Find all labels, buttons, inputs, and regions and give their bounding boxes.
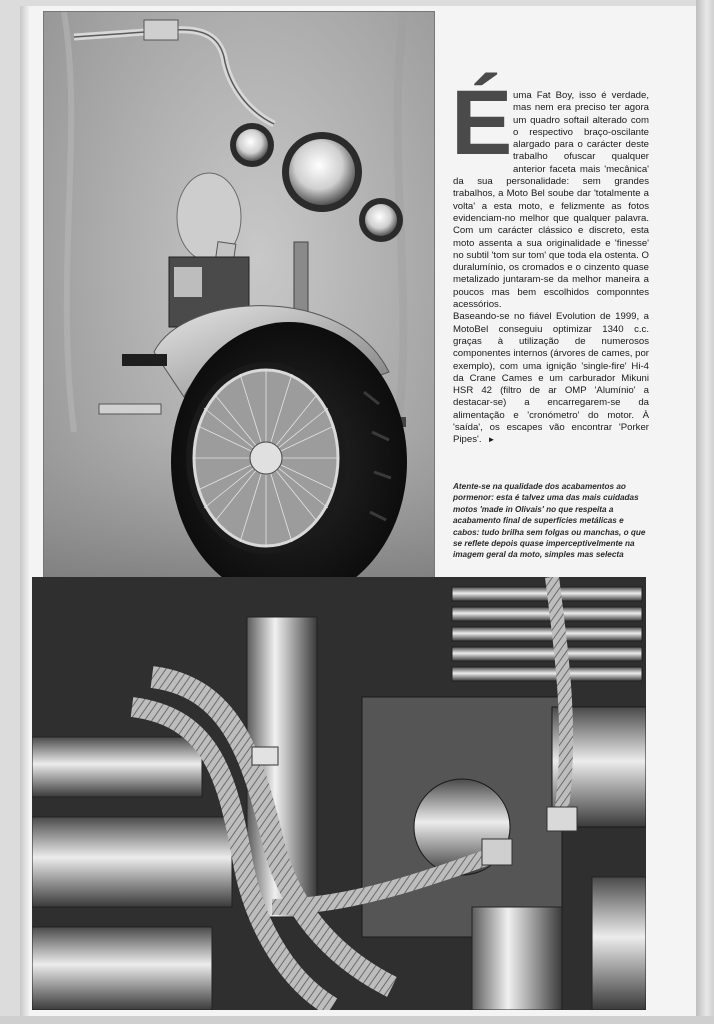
drop-cap-letter: É: [451, 72, 513, 174]
article-body: [451, 72, 649, 447]
article-paragraph-2: [453, 311, 649, 446]
drop-cap: [451, 72, 513, 174]
page-bottom-edge: [0, 1016, 714, 1024]
article-paragraph-2-text: Baseando-se no fiável Evolution de 1999, a MotoBel conseguiu optimizar 1340 c.c. graças à utilização de numerosos componentes internos (árvores de cames, por exemplo), com uma ignição 'single-fire' Hi-4 da Crane Cames e um carburador Mikuni HSR 42 (filtro de ar OMP 'Alumínio' a destacar-se) a encarregarem-se da alimentação e 'cronómetro' do motor. À 'saída', os escapes vão encontrar 'Porker Pipes'.: [453, 311, 649, 446]
photo-caption: Atente-se na qualidade dos acabamentos ao pormenor: esta é talvez uma das mais cuidadas motos 'made in Olivais' no que respeita a acabamento final de superfícies metálicas e cabos: tudo brilha sem folgas ou manchas, o que se reflete depois quase imperceptivelmente na imagem geral da moto, simples mas selecta: [453, 482, 646, 560]
motorcycle-illustration: [44, 12, 435, 629]
article-paragraph-1: uma Fat Boy, isso é verdade, mas nem era preciso ter agora um quadro softail alterado com o respectivo braço-oscilante alargado para o carácter deste trabalho ofuscar qualquer anterior faceta mais 'mecânica' da sua personalidade: sem grandes trabalhos, a Moto Bel soube dar 'totalmente a volta' a esta moto, e felizmente as fotos evidenciam-no melhor que qualquer palavra. Com um carácter clássico e discreto, esta moto assenta a sua originalidade e 'finesse' no subtil 'tom sur tom' que toda ela ostenta. O duralumínio, os cromados e o cinzento quase metalizado juntaram-se da melhor maneira a poucos mas bem escolhidos componntes acessórios.: [453, 90, 649, 311]
engine-detail-photo: [32, 577, 646, 1010]
page-edge: [696, 0, 714, 1024]
continue-arrow-icon: ►: [487, 435, 496, 445]
page-gutter-shadow: [20, 6, 30, 1016]
engine-detail-illustration: [32, 577, 646, 1010]
motorcycle-front-photo: [43, 11, 435, 629]
